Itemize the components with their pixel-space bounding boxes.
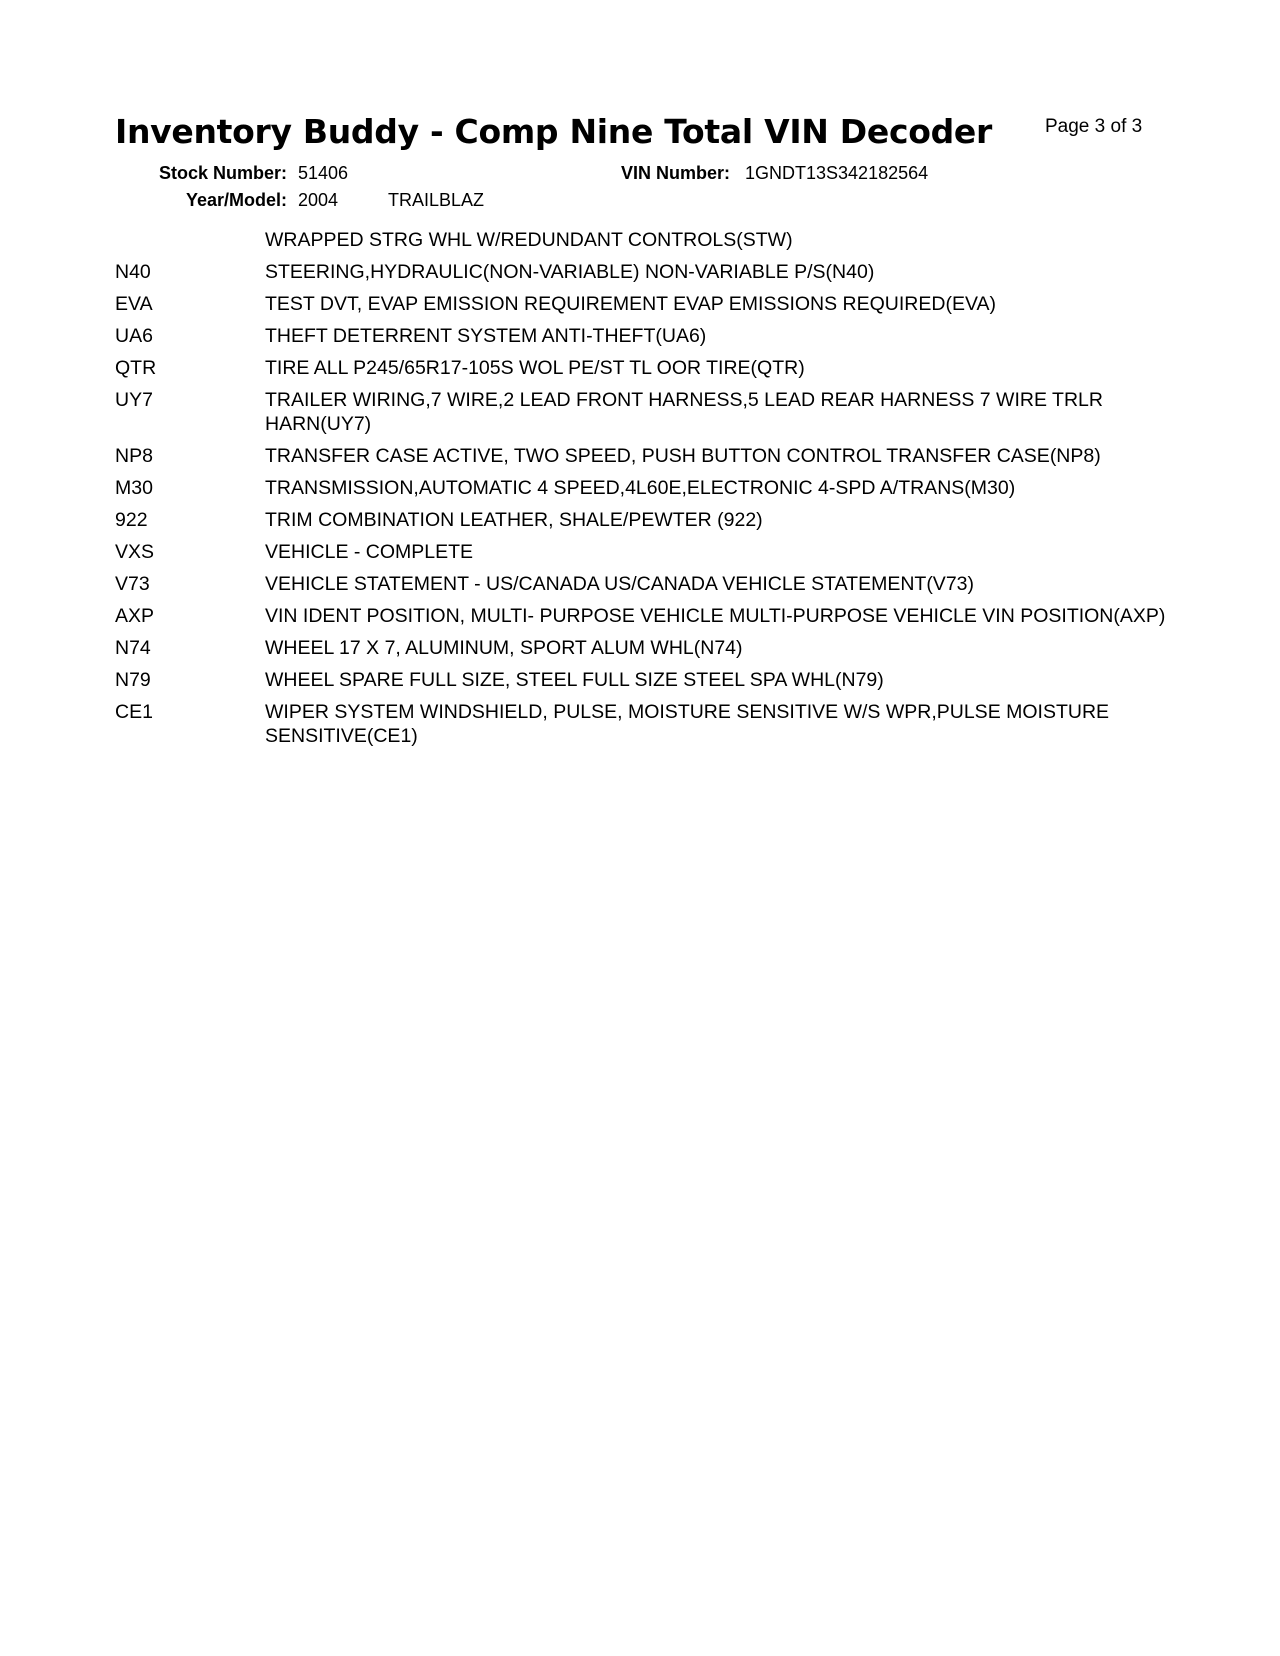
page-number: Page 3 of 3 — [1045, 116, 1143, 137]
option-description: WHEEL 17 X 7, ALUMINUM, SPORT ALUM WHL(N74) — [265, 637, 743, 659]
option-row — [115, 508, 1175, 532]
option-row — [115, 444, 1175, 468]
option-row — [115, 572, 1175, 596]
vin-number-label: VIN Number: — [620, 163, 730, 183]
option-row — [115, 700, 1175, 748]
option-description: TRIM COMBINATION LEATHER, SHALE/PEWTER (922) — [265, 509, 763, 531]
option-description: TIRE ALL P245/65R17-105S WOL PE/ST TL OOR TIRE(QTR) — [265, 357, 805, 379]
option-code: M30 — [115, 477, 153, 499]
option-code: N79 — [115, 669, 151, 691]
option-row — [115, 228, 1175, 252]
option-row — [115, 540, 1175, 564]
option-code: V73 — [115, 573, 150, 595]
option-code: UA6 — [115, 325, 153, 347]
option-row — [115, 324, 1175, 348]
option-description: TRANSFER CASE ACTIVE, TWO SPEED, PUSH BUTTON CONTROL TRANSFER CASE(NP8) — [265, 445, 1101, 467]
option-description: THEFT DETERRENT SYSTEM ANTI-THEFT(UA6) — [265, 325, 707, 347]
option-description: WHEEL SPARE FULL SIZE, STEEL FULL SIZE STEEL SPA WHL(N79) — [265, 669, 884, 691]
option-code: VXS — [115, 541, 155, 563]
option-code: N40 — [115, 261, 151, 283]
option-code: N74 — [115, 637, 151, 659]
option-description: VEHICLE - COMPLETE — [265, 541, 474, 563]
option-description: WRAPPED STRG WHL W/REDUNDANT CONTROLS(STW) — [265, 229, 793, 251]
option-description: STEERING,HYDRAULIC(NON-VARIABLE) NON-VARIABLE P/S(N40) — [265, 261, 875, 283]
option-row — [115, 476, 1175, 500]
model-value: TRAILBLAZ — [388, 190, 485, 210]
option-row — [115, 292, 1175, 316]
option-row — [115, 260, 1175, 284]
option-row — [115, 356, 1175, 380]
option-code: AXP — [115, 605, 155, 627]
option-code: UY7 — [115, 389, 153, 411]
option-description: TRANSMISSION,AUTOMATIC 4 SPEED,4L60E,ELECTRONIC 4-SPD A/TRANS(M30) — [265, 477, 1016, 499]
year-value: 2004 — [298, 190, 339, 210]
stock-number-value: 51406 — [298, 163, 349, 183]
option-code: EVA — [115, 293, 153, 315]
report-title: Inventory Buddy - Comp Nine Total VIN Decoder — [115, 112, 992, 151]
option-row — [115, 388, 1175, 436]
option-row — [115, 604, 1175, 628]
option-description: TEST DVT, EVAP EMISSION REQUIREMENT EVAP EMISSIONS REQUIRED(EVA) — [265, 293, 997, 315]
stock-number-label: Stock Number: — [158, 163, 287, 183]
option-description: VIN IDENT POSITION, MULTI- PURPOSE VEHICLE MULTI-PURPOSE VEHICLE VIN POSITION(AXP) — [265, 605, 1166, 627]
year-model-label: Year/Model: — [185, 190, 287, 210]
option-row — [115, 636, 1175, 660]
option-row — [115, 668, 1175, 692]
option-code: QTR — [115, 357, 157, 379]
option-code: NP8 — [115, 445, 153, 467]
option-code: 922 — [115, 509, 148, 531]
option-description: VEHICLE STATEMENT - US/CANADA US/CANADA VEHICLE STATEMENT(V73) — [265, 573, 974, 595]
option-code — [115, 228, 265, 252]
option-code: CE1 — [115, 701, 153, 723]
option-list — [115, 228, 1175, 756]
vin-number-value: 1GNDT13S342182564 — [745, 163, 929, 183]
option-description: TRAILER WIRING,7 WIRE,2 LEAD FRONT HARNESS,5 LEAD REAR HARNESS 7 WIRE TRLR HARN(UY7) — [265, 389, 1103, 435]
option-description: WIPER SYSTEM WINDSHIELD, PULSE, MOISTURE SENSITIVE W/S WPR,PULSE MOISTURE SENSITIVE(CE1) — [265, 701, 1110, 747]
